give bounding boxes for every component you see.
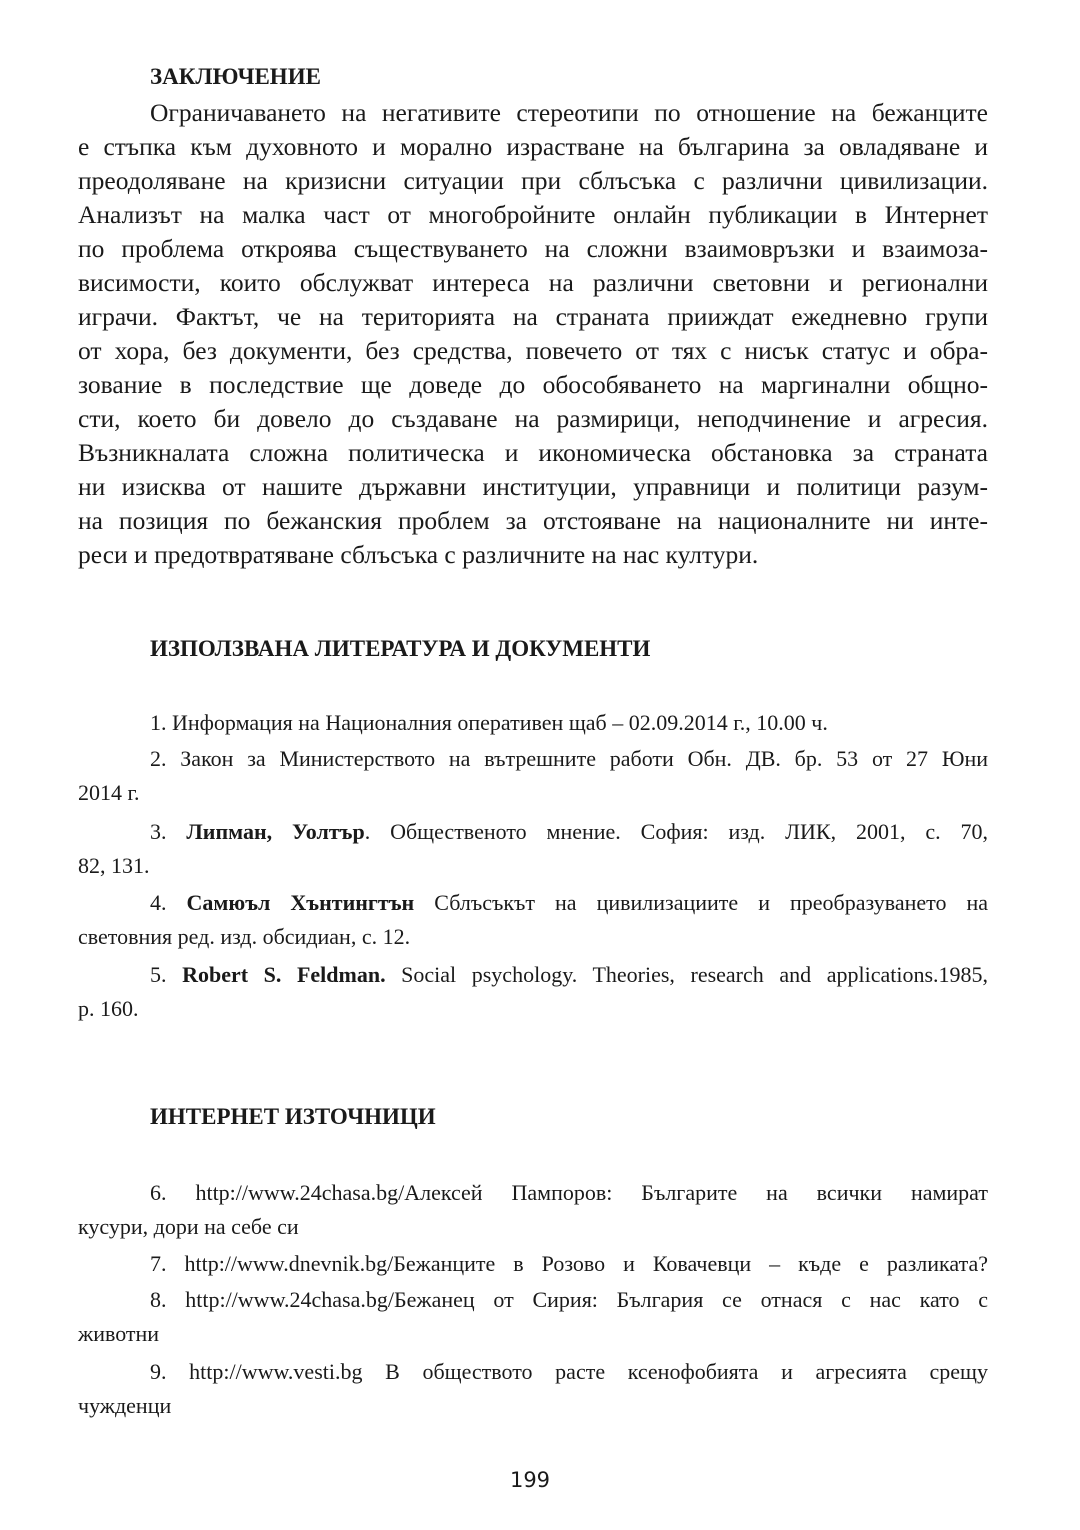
reference-link-line: 7. http://www.dnevnik.bg/Бежанците в Розово и Ковачевци – къде е разликата?	[150, 1251, 988, 1276]
paragraph-line: Възникналата сложна политическа и икономическа обстановка за страната	[78, 438, 988, 467]
reference-9	[78, 1355, 988, 1423]
reference-line: животни	[78, 1321, 160, 1346]
paragraph-line: е стъпка към духовното и морално израстване на българина за овладяване и	[78, 132, 988, 161]
paragraph-line: по проблема откроява съществуването на сложни взаимовръзки и взаимоза-	[78, 234, 988, 263]
reference-line: p. 160.	[78, 996, 139, 1021]
reference-1	[78, 706, 988, 740]
reference-line	[78, 958, 988, 992]
reference-2	[78, 742, 988, 810]
paragraph-line: реси и предотвратяване сблъсъка с различните на нас култури.	[78, 540, 759, 569]
paragraph-line: зование в последствие ще доведе до обособяването на маргинални общно-	[78, 370, 988, 399]
reference-7	[78, 1247, 988, 1281]
reference-line: чужденци	[78, 1393, 172, 1418]
paragraph-line: ни изисква от нашите държавни институции, управници и политици разум-	[78, 472, 988, 501]
reference-author: Robert S. Feldman.	[182, 962, 386, 987]
reference-number: 3.	[150, 819, 187, 844]
reference-line: световния ред. изд. обсидиан, с. 12.	[78, 924, 411, 949]
reference-line: 1. Информация на Националния оперативен щаб – 02.09.2014 г., 10.00 ч.	[150, 710, 828, 735]
reference-link-line: 9. http://www.vesti.bg В обществото расте ксенофобията и агресията срещу	[150, 1359, 988, 1384]
reference-number: 5.	[150, 962, 183, 987]
reference-title: Сблъсъкът на цивилизациите и преобразуването на	[414, 890, 988, 915]
reference-line: 82, 131.	[78, 853, 150, 878]
paragraph-line: сти, което би довело до създаване на размирици, неподчинение и агресия.	[78, 404, 988, 433]
reference-5	[78, 958, 988, 1026]
paragraph-line: Ограничаването на негативите стереотипи по отношение на бежанците	[150, 98, 988, 127]
reference-6	[78, 1176, 988, 1244]
paragraph-line: висимости, които обслужват интереса на различни световни и регионални	[78, 268, 988, 297]
paragraph-line: на позиция по бежанския проблем за отстояване на националните ни инте-	[78, 506, 988, 535]
paragraph-line: преодоляване на кризисни ситуации при сблъсъка с различни цивилизации.	[78, 166, 988, 195]
reference-line	[78, 886, 988, 920]
reference-8	[78, 1283, 988, 1351]
reference-4	[78, 886, 988, 954]
reference-3	[78, 815, 988, 883]
reference-line: кусури, дори на себе си	[78, 1214, 299, 1239]
reference-number: 4.	[150, 890, 187, 915]
reference-title: Social psychology. Theories, research and applications.1985,	[385, 962, 989, 987]
reference-author: Самюъл Хънтингтън	[186, 890, 415, 915]
internet-sources-heading: ИНТЕРНЕТ ИЗТОЧНИЦИ	[150, 1104, 436, 1129]
literature-heading: ИЗПОЛЗВАНА ЛИТЕРАТУРА И ДОКУМЕНТИ	[150, 636, 651, 661]
paragraph-line: от хора, без документи, без средства, повечето от тях с нисък статус и обра-	[78, 336, 988, 365]
reference-line	[78, 815, 988, 849]
conclusion-paragraph	[78, 96, 988, 572]
reference-link-line: 8. http://www.24chasa.bg/Бежанец от Сирия: България се отнася с нас като с	[150, 1287, 988, 1312]
paragraph-line: играчи. Фактът, че на територията на страната прииждат ежедневно групи	[78, 302, 988, 331]
reference-line: 2. Закон за Министерството на вътрешните работи Обн. ДВ. бр. 53 от 27 Юни	[150, 746, 988, 771]
page-number: 199	[509, 1468, 551, 1492]
reference-title: . Общественото мнение. София: изд. ЛИК, 2001, с. 70,	[364, 819, 988, 844]
conclusion-heading: ЗАКЛЮЧЕНИЕ	[150, 64, 321, 89]
reference-line: 2014 г.	[78, 780, 140, 805]
reference-author: Липман, Уолтър	[186, 819, 365, 844]
reference-link-line: 6. http://www.24chasa.bg/Алексей Пампоров: Българите на всички намират	[150, 1180, 988, 1205]
paragraph-line: Анализът на малка част от многобройните онлайн публикации в Интернет	[78, 200, 988, 229]
